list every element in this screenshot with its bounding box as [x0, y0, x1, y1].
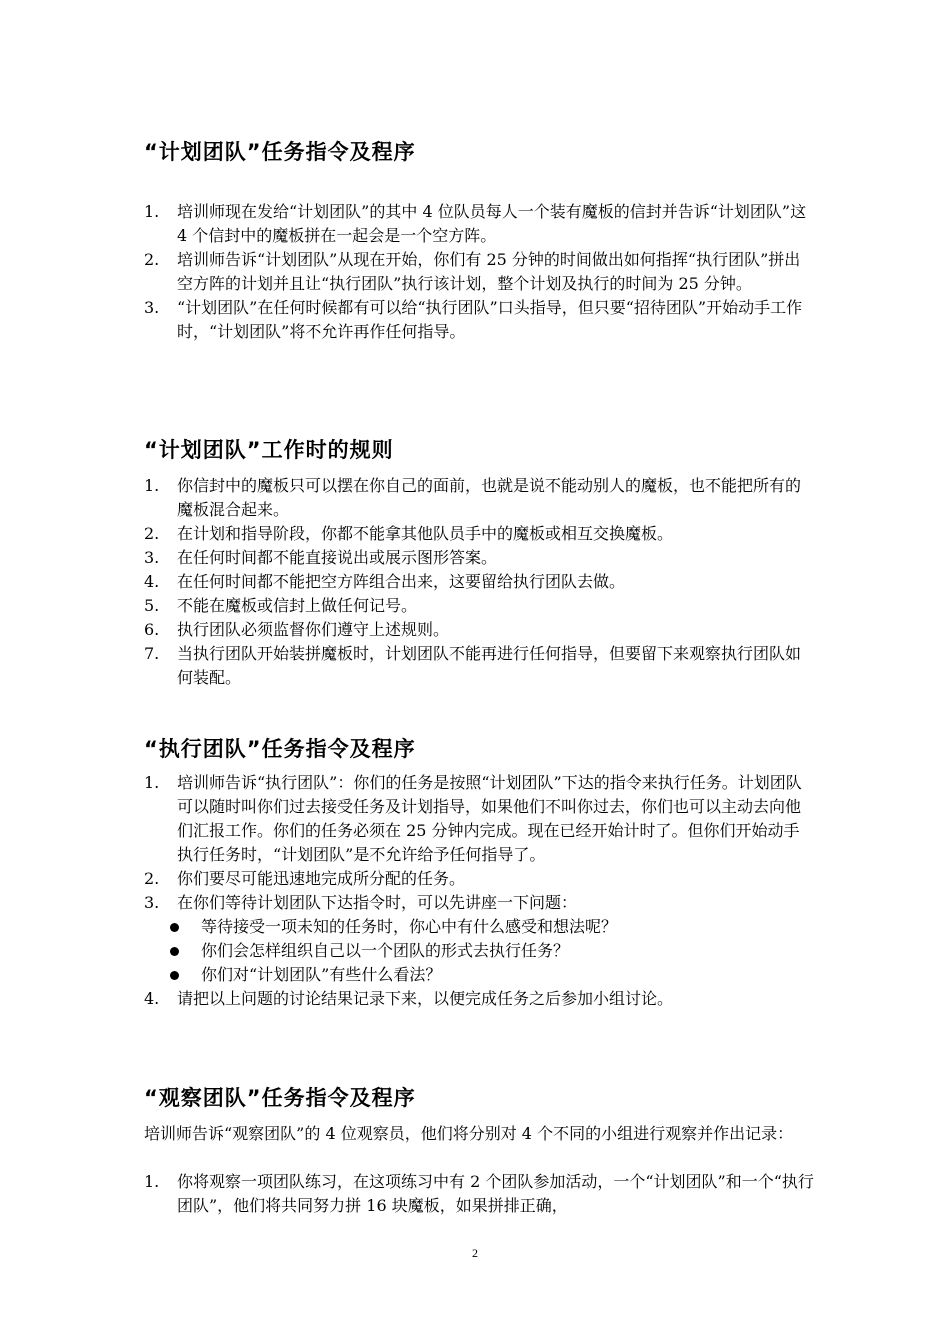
- planning-instructions-list: [144, 200, 814, 344]
- bullet-item: 你们会怎样组织自己以一个团队的形式去执行任务？: [144, 939, 814, 963]
- observation-intro: 培训师告诉“观察团队”的 4 位观察员，他们将分别对 4 个不同的小组进行观察并作出记录：: [144, 1124, 794, 1143]
- section-heading-planning-instructions: “计划团队”任务指令及程序: [144, 140, 416, 164]
- list-item: 1. 培训师现在发给“计划团队”的其中 4 位队员每人一个装有魔板的信封并告诉“计划团队”这 4 个信封中的魔板拼在一起会是一个空方阵。: [144, 202, 807, 245]
- list-item: 2. 你们要尽可能迅速地完成所分配的任务。: [144, 869, 466, 888]
- list-item: 4. 请把以上问题的讨论结果记录下来，以便完成任务之后参加小组讨论。: [144, 989, 674, 1008]
- bullet-dot-icon: [170, 923, 179, 932]
- list-item: 1. 你将观察一项团队练习，在这项练习中有 2 个团队参加活动，一个“计划团队”和一个“执行团队”，他们将共同努力拼 16 块魔板，如果拼排正确，: [144, 1172, 814, 1215]
- list-item: 2. 在计划和指导阶段，你都不能拿其他队员手中的魔板或相互交换魔板。: [144, 524, 674, 543]
- list-item: 1. 你信封中的魔板只可以摆在你自己的面前，也就是说不能动别人的魔板，也不能把所有的魔板混合起来。: [144, 476, 802, 519]
- bullet-item: 等待接受一项未知的任务时，你心中有什么感受和想法呢？: [144, 915, 814, 939]
- list-item: 5. 不能在魔板或信封上做任何记号。: [144, 596, 418, 615]
- planning-rules-list: [144, 474, 814, 690]
- section-heading-observation-instructions: “观察团队”任务指令及程序: [144, 1086, 416, 1110]
- list-item: 3. 在你们等待计划团队下达指令时，可以先讲座一下问题：: [144, 893, 578, 912]
- section-heading-execution-instructions: “执行团队”任务指令及程序: [144, 737, 416, 761]
- bullet-dot-icon: [170, 947, 179, 956]
- execution-instructions-list: [144, 771, 814, 1011]
- page-number: 2: [472, 1246, 478, 1260]
- observation-instructions-list: [144, 1170, 814, 1218]
- list-item: 7. 当执行团队开始装拼魔板时，计划团队不能再进行任何指导，但要留下来观察执行团队如何装配。: [144, 644, 802, 687]
- list-item: 3. “计划团队”在任何时候都有可以给“执行团队”口头指导，但只要“招待团队”开始动手工作时，“计划团队”将不允许再作任何指导。: [144, 298, 803, 341]
- list-item: 4. 在任何时间都不能把空方阵组合出来，这要留给执行团队去做。: [144, 572, 626, 591]
- bullet-dot-icon: [170, 971, 179, 980]
- list-item: 6. 执行团队必须监督你们遵守上述规则。: [144, 620, 450, 639]
- list-item: 2. 培训师告诉“计划团队”从现在开始，你们有 25 分钟的时间做出如何指挥“执行团队”拼出空方阵的计划并且让“执行团队”执行该计划，整个计划及执行的时间为 25 分钟。: [144, 250, 801, 293]
- section-heading-planning-rules: “计划团队”工作时的规则: [144, 438, 394, 462]
- bullet-item: 你们对“计划团队”有些什么看法？: [144, 963, 814, 987]
- list-item: 1. 培训师告诉“执行团队”：你们的任务是按照“计划团队”下达的指令来执行任务。计划团队可以随时叫你们过去接受任务及计划指导，如果他们不叫你过去，你们也可以主动去向他们汇报工作。你们的任务必须在 25 分钟内完成。现在已经开始计时了。但你们开始动手执行任务时，“计划团队”是不允许给予任何指导了。: [144, 773, 802, 864]
- list-item: 3. 在任何时间都不能直接说出或展示图形答案。: [144, 548, 498, 567]
